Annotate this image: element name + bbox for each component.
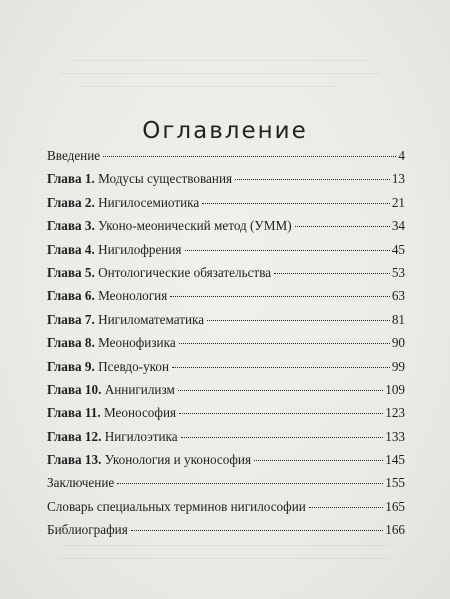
chapter-number: Глава 1. xyxy=(47,171,95,187)
toc-entry-label xyxy=(47,288,167,304)
chapter-title: Нигилосемиотика xyxy=(98,194,200,210)
toc-entry[interactable] xyxy=(47,359,405,382)
toc-entry-label xyxy=(47,195,199,211)
toc-entry[interactable] xyxy=(47,382,405,405)
toc-entry[interactable] xyxy=(47,522,405,545)
dot-leader xyxy=(274,273,390,274)
dot-leader xyxy=(202,203,390,204)
page-number: 145 xyxy=(385,452,405,468)
chapter-number: Глава 5. xyxy=(47,264,95,280)
toc-entry[interactable] xyxy=(47,475,405,498)
chapter-title: Меонология xyxy=(98,288,168,304)
chapter-title: Меонософия xyxy=(103,405,177,421)
chapter-number: Глава 6. xyxy=(47,288,95,304)
toc-entry-label xyxy=(47,522,128,538)
toc-entry[interactable] xyxy=(47,218,405,241)
toc-entry[interactable] xyxy=(47,288,405,311)
chapter-number: Глава 2. xyxy=(47,194,95,210)
page-number: 155 xyxy=(385,475,405,491)
page-number: 34 xyxy=(391,218,405,234)
toc-entry[interactable] xyxy=(47,429,405,452)
chapter-title: Заключение xyxy=(47,475,115,491)
dot-leader xyxy=(179,413,383,414)
dot-leader xyxy=(309,507,383,508)
chapter-title: Словарь специальных терминов нигилософии xyxy=(47,498,306,514)
dot-leader xyxy=(172,367,390,368)
toc-entry-label xyxy=(47,452,251,468)
toc-entry-label xyxy=(47,429,178,445)
chapter-title: Уконо-меонический метод (УММ) xyxy=(98,218,292,234)
dot-leader xyxy=(117,483,383,484)
toc-entry[interactable] xyxy=(47,148,405,171)
page-number: 4 xyxy=(398,148,405,163)
dot-leader xyxy=(181,437,384,438)
chapter-title: Нигиломатематика xyxy=(98,311,205,327)
dot-leader xyxy=(170,296,390,297)
toc-entry-label xyxy=(47,475,114,491)
toc-entry-label xyxy=(47,242,182,258)
chapter-number: Глава 7. xyxy=(47,311,95,327)
toc-entry[interactable] xyxy=(47,242,405,265)
chapter-number: Глава 13. xyxy=(47,452,102,468)
toc-entry[interactable] xyxy=(47,312,405,335)
chapter-title: Онтологические обязательства xyxy=(98,264,272,280)
toc-entry[interactable] xyxy=(47,195,405,218)
page-number: 109 xyxy=(385,381,405,397)
page-number: 90 xyxy=(391,335,405,351)
toc-entry[interactable] xyxy=(47,499,405,522)
chapter-title: Нигилофрения xyxy=(98,241,182,257)
chapter-title: Уконология и уконософия xyxy=(104,452,252,468)
chapter-title: Псевдо-укон xyxy=(98,358,170,374)
page-number: 63 xyxy=(391,288,405,304)
page-number: 13 xyxy=(391,171,405,187)
bleed-through-line xyxy=(60,73,380,74)
page-number: 123 xyxy=(385,405,405,421)
dot-leader xyxy=(103,156,396,157)
dot-leader xyxy=(131,530,383,531)
chapter-number: Глава 4. xyxy=(47,241,95,257)
toc-entry-label xyxy=(47,312,204,328)
toc-entry[interactable] xyxy=(47,452,405,475)
chapter-number: Глава 12. xyxy=(47,428,102,444)
page-number: 133 xyxy=(385,428,405,444)
dot-leader xyxy=(178,390,383,391)
dot-leader xyxy=(254,460,383,461)
bleed-through-line xyxy=(70,60,370,61)
toc-entry-label xyxy=(47,148,100,164)
toc-entry-label xyxy=(47,405,176,421)
toc-entry[interactable] xyxy=(47,171,405,194)
chapter-number: Глава 11. xyxy=(47,405,101,421)
toc-entry-label xyxy=(47,335,176,351)
dot-leader xyxy=(179,343,390,344)
toc-entry[interactable] xyxy=(47,265,405,288)
chapter-title: Аннигилизм xyxy=(104,381,175,397)
page-number: 21 xyxy=(391,194,405,210)
toc-entry[interactable] xyxy=(47,335,405,358)
toc-entry[interactable] xyxy=(47,405,405,428)
chapter-title: Меонофизика xyxy=(98,335,176,351)
chapter-title: Введение xyxy=(47,148,101,163)
bleed-through-line xyxy=(60,558,390,559)
page-number: 53 xyxy=(391,264,405,280)
page-number: 165 xyxy=(385,498,405,514)
toc-entry-label xyxy=(47,171,232,187)
page-number: 81 xyxy=(391,311,405,327)
chapter-number: Глава 3. xyxy=(47,218,95,234)
toc-entry-label xyxy=(47,382,175,398)
toc-entry-label xyxy=(47,218,292,234)
toc-entry-label xyxy=(47,499,306,515)
page-number: 166 xyxy=(385,522,405,538)
dot-leader xyxy=(295,226,390,227)
bleed-through-line xyxy=(80,86,340,87)
chapter-title: Модусы существования xyxy=(98,171,233,187)
chapter-title: Нигилоэтика xyxy=(104,428,178,444)
chapter-title: Библиография xyxy=(47,522,128,538)
toc-entry-label xyxy=(47,359,169,375)
page-number: 99 xyxy=(391,358,405,374)
toc-entry-label xyxy=(47,265,271,281)
page-number: 45 xyxy=(391,241,405,257)
dot-leader xyxy=(207,320,390,321)
chapter-number: Глава 9. xyxy=(47,358,95,374)
table-of-contents xyxy=(47,148,405,546)
chapter-number: Глава 8. xyxy=(47,335,95,351)
toc-title: Оглавление xyxy=(142,118,308,145)
dot-leader xyxy=(185,250,390,251)
dot-leader xyxy=(235,179,390,180)
chapter-number: Глава 10. xyxy=(47,381,102,397)
